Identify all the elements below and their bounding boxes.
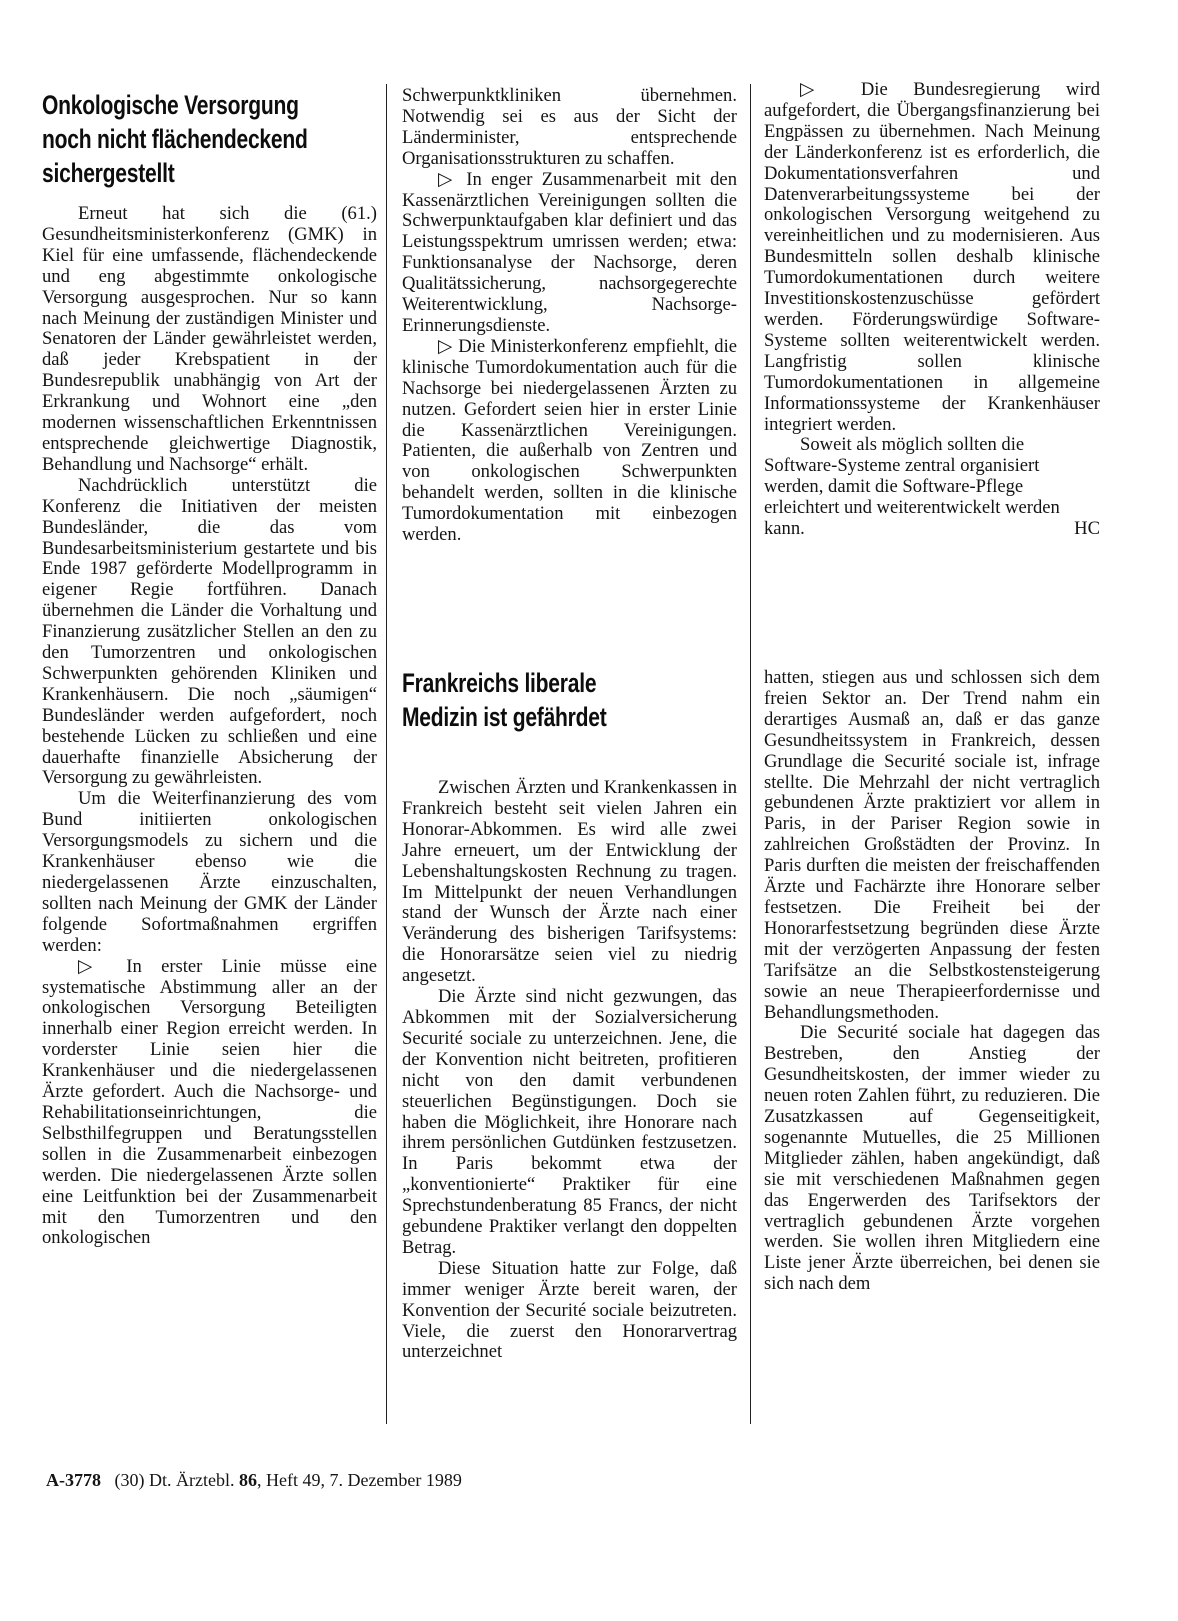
article1-headline bbox=[42, 88, 370, 190]
article1-paragraph: Um die Weiterfinanzierung des vom Bund initiierten onkologischen Versorgungsmodels zu sichern und die Krankenhäuser ebenso wie die niedergelassenen Ärzte einzuschalten, sollten nach Meinung der GMK der Länder folgende Sofortmaßnahmen ergriffen werden: bbox=[42, 788, 377, 956]
article2-paragraph: hatten, stiegen aus und schlossen sich dem freien Sektor an. Der Trend nahm ein derartiges Ausmaß an, daß er das ganze Gesundheitssystem in Frankreich, dessen Grundlage die Securité sociale ist, infrage stellte. Die Mehrzahl der nicht vertraglich gebundenen Ärzte praktiziert vor allem in Paris, in der Pariser Region sowie in zahlreichen Großstädten der Provinz. In Paris durften die meisten der freischaffenden Ärzte und Fachärzte ihre Honorare selber festsetzen. Die Freiheit bei der Honorarfestsetzung begründen diese Ärzte mit der verzögerten Anpassung der festen Tarifsätze an die Selbstkostensteigerung sowie an neue Therapieerfordernisse und Behandlungsmethoden. bbox=[764, 667, 1100, 1023]
author-initials: HC bbox=[1074, 518, 1100, 540]
article1-paragraph bbox=[764, 435, 1100, 540]
article2-headline bbox=[402, 666, 730, 734]
article1-paragraph: Erneut hat sich die (61.) Gesundheitsministerkonferenz (GMK) in Kiel für eine umfassende, flächendeckende und eng abgestimmte onkologische Versorgung ausgesprochen. Nur so kann nach Meinung der zuständigen Minister und Senatoren der Länder gewährleistet werden, daß jeder Krebspatient in der Bundesrepublik unabhängig von Art der Erkrankung und Wohnort eine „den modernen wissenschaftlichen Erkenntnissen entsprechende gleichwertige Diagnostik, Behandlung und Nachsorge“ erhält. bbox=[42, 203, 377, 475]
article1-paragraph: Nachdrücklich unterstützt die Konferenz die Initiativen der meisten Bundesländer, die das vom Bundesarbeitsministerium gestartete und bis Ende 1987 geförderte Modellprogramm in eigener Regie fortführen. Danach übernehmen die Länder die Vorhaltung und Finanzierung zusätzlicher Stellen an den zu den Tumorzentren und onkologischen Schwerpunkten gehörenden Kliniken und Krankenhäusern. Die noch „säumigen“ Bundesländer werden aufgefordert, noch bestehende Lücken zu schließen und eine dauerhafte finanzielle Absicherung der Versorgung zu gewährleisten. bbox=[42, 474, 377, 789]
article2-headline-line-1: Frankreichs liberale bbox=[402, 668, 597, 698]
page-footer bbox=[46, 1470, 462, 1491]
article1-headline-line-1: Onkologische Versorgung bbox=[42, 90, 299, 120]
article1-bullet-paragraph: ▷ Die Bundesregierung wird aufgefordert, die Übergangsfinanzierung bei Engpässen zu übernehmen. Nach Meinung der Länderkonferenz ist es erforderlich, die Dokumentationsverfahren und Datenverarbeitungssysteme bei der onkologischen Versorgung weitgehend zu vereinheitlichen und zu modernisieren. Aus Bundesmitteln sollen deshalb klinische Tumordokumentationen durch weitere Investitionskostenzuschüsse gefördert werden. Förderungswürdige Software-Systeme sollten weiterentwickelt werden. Langfristig sollen klinische Tumordokumentationen in allgemeine Informationssysteme der Krankenhäuser integriert werden. bbox=[764, 79, 1100, 435]
article2-column-3 bbox=[764, 668, 1100, 1295]
page-code: A-3778 bbox=[46, 1470, 101, 1490]
article1-bullet-paragraph: ▷ In erster Linie müsse eine systematische Abstimmung aller an der onkologischen Versorgung Beteiligten innerhalb einer Region erreicht werden. In vorderster Linie seien hier die Krankenhäuser und die niedergelassenen Ärzte gefordert. Auch die Nachsorge- und Rehabilitationseinrichtungen, die Selbsthilfegruppen und Beratungsstellen sollen in die Zusammenarbeit einbezogen werden. Die niedergelassenen Ärzte sollen eine Leitfunktion bei der Zusammenarbeit mit den Tumorzentren und den onkologischen bbox=[42, 955, 377, 1249]
article2-paragraph: Zwischen Ärzten und Krankenkassen in Frankreich besteht seit vielen Jahren ein Honorar-Abkommen. Es wird alle zwei Jahre erneuert, um der Entwicklung der Lebenshaltungskosten Rechnung zu tragen. Im Mittelpunkt der neuen Verhandlungen stand der Wunsch der Ärzte nach einer Veränderung des bisherigen Tarifsystems: die Honorarsätze seien viel zu niedrig angesetzt. bbox=[402, 777, 737, 987]
column-divider bbox=[750, 84, 751, 1424]
journal-volume: 86 bbox=[238, 1470, 257, 1490]
article1-column-1 bbox=[42, 88, 377, 1249]
article1-column-3 bbox=[764, 80, 1100, 540]
article1-bullet-paragraph: ▷ Die Ministerkonferenz empfiehlt, die klinische Tumordokumentation auch für die Nachsorge bei niedergelassenen Ärzten zu nutzen. Gefordert seien hier in erster Linie die Kassenärztlichen Vereinigungen. Patienten, die außerhalb von Zentren und von onkologischen Schwerpunkten behandelt werden, sollten in die klinische Tumordokumentation mit einbezogen werden. bbox=[402, 335, 737, 546]
article2-paragraph: Diese Situation hatte zur Folge, daß immer weniger Ärzte bereit waren, der Konvention der Securité sociale beizutreten. Viele, die zuerst den Honorarvertrag unterzeichnet bbox=[402, 1257, 737, 1363]
article1-paragraph: Schwerpunktkliniken übernehmen. Notwendig sei es aus der Sicht der Länderminister, entsprechende Organisationsstrukturen zu schaffen. bbox=[402, 85, 737, 169]
column-divider bbox=[386, 84, 387, 1424]
article1-column-2 bbox=[402, 86, 737, 546]
journal-citation: (30) Dt. Ärztebl. bbox=[114, 1470, 235, 1490]
article2-paragraph: Die Ärzte sind nicht gezwungen, das Abkommen mit der Sozialversicherung Securité sociale zu unterzeichnen. Jene, die der Konvention nicht beitreten, profitieren nicht von den damit verbundenen steuerlichen Begünstigungen. Doch sie haben die Möglichkeit, ihre Honorare nach ihrem persönlichen Gutdünken festzusetzen. In Paris bekommt etwa der „konventionierte“ Praktiker für eine Sprechstundenberatung 85 Francs, der nicht gebundene Praktiker verlangt den doppelten Betrag. bbox=[402, 986, 737, 1258]
article1-bullet-paragraph: ▷ In enger Zusammenarbeit mit den Kassenärztlichen Vereinigungen sollten die Schwerpunktaufgaben klar definiert und das Leistungsspektrum umrissen werden; etwa: Funktionsanalyse der Nachsorge, deren Qualitätssicherung, nachsorgegerechte Weiterentwicklung, Nachsorge-Erinnerungsdienste. bbox=[402, 168, 737, 336]
issue-date: , Heft 49, 7. Dezember 1989 bbox=[256, 1470, 462, 1490]
article1-closing-text: Soweit als möglich sollten die Software-Systeme zentral organisiert werden, damit die Software-Pflege erleichtert und weiterentwickelt werden kann. bbox=[764, 434, 1060, 540]
article2-headline-line-2: Medizin ist gefährdet bbox=[402, 702, 607, 732]
article1-headline-line-3: sichergestellt bbox=[42, 158, 175, 188]
article2-column-2 bbox=[402, 666, 737, 1363]
article2-paragraph: Die Securité sociale hat dagegen das Bestreben, den Anstieg der Gesundheitskosten, der immer wieder zu neuen roten Zahlen führt, zu reduzieren. Die Zusatzkassen auf Gegenseitigkeit, sogenannte Mutuelles, die 25 Millionen Mitglieder zählen, haben angekündigt, daß sie mit verschiedenen Maßnahmen gegen das Engerwerden des Tarifsektors der vertraglich gebundenen Ärzte vorgehen werden. Sie wollen ihren Mitgliedern eine Liste jener Ärzte überreichen, bei denen sie sich nach dem bbox=[764, 1022, 1100, 1295]
article1-headline-line-2: noch nicht flächendeckend bbox=[42, 124, 308, 154]
